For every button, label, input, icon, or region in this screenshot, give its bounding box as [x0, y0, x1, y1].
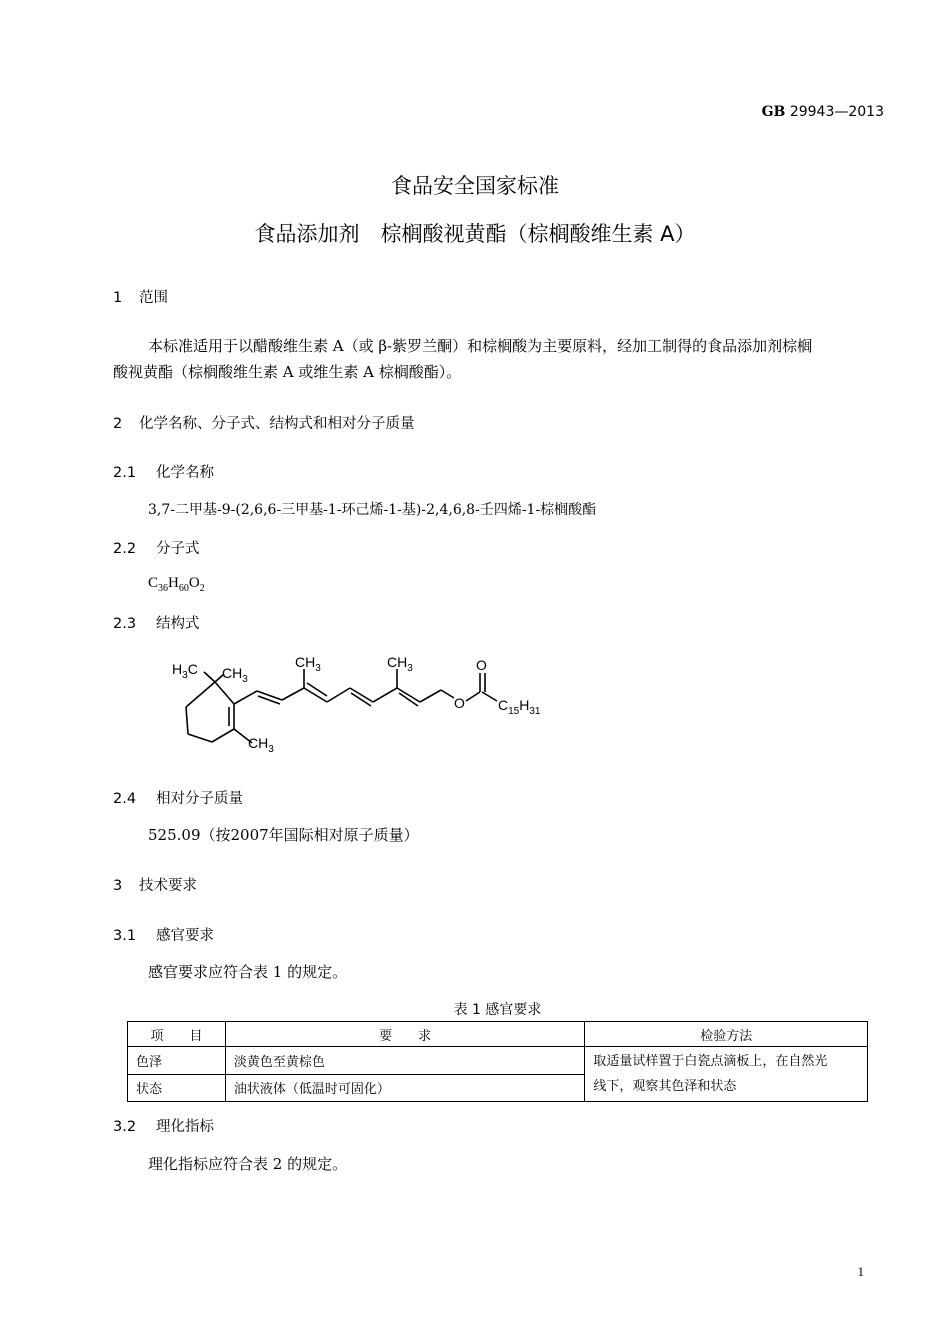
- molecular-mass: 525.09（按2007年国际相对原子质量）: [148, 826, 419, 844]
- ch3-chain-2-label: $CH_3$: [387, 654, 413, 674]
- ch3-chain-1-label: $CH_3$: [295, 654, 321, 674]
- section-1-paragraph-line1: 本标准适用于以醋酸维生素 A（或 β-紫罗兰酮）和棕榈酸为主要原料，经加工制得的食品添加剂棕榈: [148, 337, 813, 355]
- section-2-4-heading: 2.4 相对分子质量: [113, 791, 243, 807]
- row-item: 色泽: [128, 1047, 226, 1075]
- h3c-label: $H_3C$: [172, 661, 198, 681]
- ch3-ring-label: $CH_3$: [248, 735, 274, 755]
- section-2-2-heading: 2.2 分子式: [113, 541, 200, 557]
- section-3-1-heading: 3.1 感官要求: [113, 928, 214, 944]
- header-test-method: 检验方法: [585, 1022, 868, 1047]
- section-3-2-heading: 3.2 理化指标: [113, 1119, 214, 1135]
- header-item: 项 目: [128, 1022, 226, 1047]
- table-1-sensory-requirements: [127, 1021, 868, 1102]
- section-2-heading: 2 化学名称、分子式、结构式和相对分子质量: [113, 416, 415, 432]
- table-header-row: [128, 1022, 868, 1047]
- section-2-1-heading: 2.1 化学名称: [113, 465, 214, 481]
- standard-number: GB 29943—2013: [761, 104, 884, 120]
- row-requirement: 淡黄色至黄棕色: [225, 1047, 584, 1075]
- section-3-1-paragraph: 感官要求应符合表 1 的规定。: [148, 963, 348, 981]
- c15h31-label: $C_{15}H_{31}$: [498, 697, 541, 717]
- test-method-cell: 取适量试样置于白瓷点滴板上，在自然光 线下，观察其色泽和状态: [585, 1047, 868, 1102]
- section-1-paragraph-line2: 酸视黄酯（棕榈酸维生素 A 或维生素 A 棕榈酸酯）。: [113, 363, 462, 381]
- table-1-caption: 表 1 感官要求: [453, 1002, 542, 1018]
- document-subtitle: 食品添加剂 棕榈酸视黄酯（棕榈酸维生素 A）: [254, 222, 696, 246]
- row-item: 状态: [128, 1074, 226, 1102]
- header-requirement: 要 求: [225, 1022, 584, 1047]
- structural-formula: [160, 650, 560, 762]
- ester-oxygen-label: O: [454, 695, 465, 711]
- chemical-name: 3,7-二甲基-9-(2,6,6-三甲基-1-环己烯-1-基)-2,4,6,8-壬四烯-1-棕榈酸酯: [148, 502, 597, 518]
- section-2-3-heading: 2.3 结构式: [113, 616, 200, 632]
- row-requirement: 油状液体（低温时可固化）: [225, 1074, 584, 1102]
- page-title: 食品安全国家标准: [391, 174, 559, 198]
- ch3-gem-label: $CH_3$: [222, 665, 248, 685]
- table-row: [128, 1047, 868, 1075]
- carbonyl-oxygen-label: O: [476, 657, 487, 673]
- section-1-heading: 1 范围: [113, 290, 168, 306]
- molecular-formula: $C_{36}H_{60}O_2$: [148, 575, 205, 594]
- section-3-heading: 3 技术要求: [113, 878, 197, 894]
- page-number: 1: [857, 1264, 864, 1279]
- section-3-2-paragraph: 理化指标应符合表 2 的规定。: [148, 1155, 348, 1173]
